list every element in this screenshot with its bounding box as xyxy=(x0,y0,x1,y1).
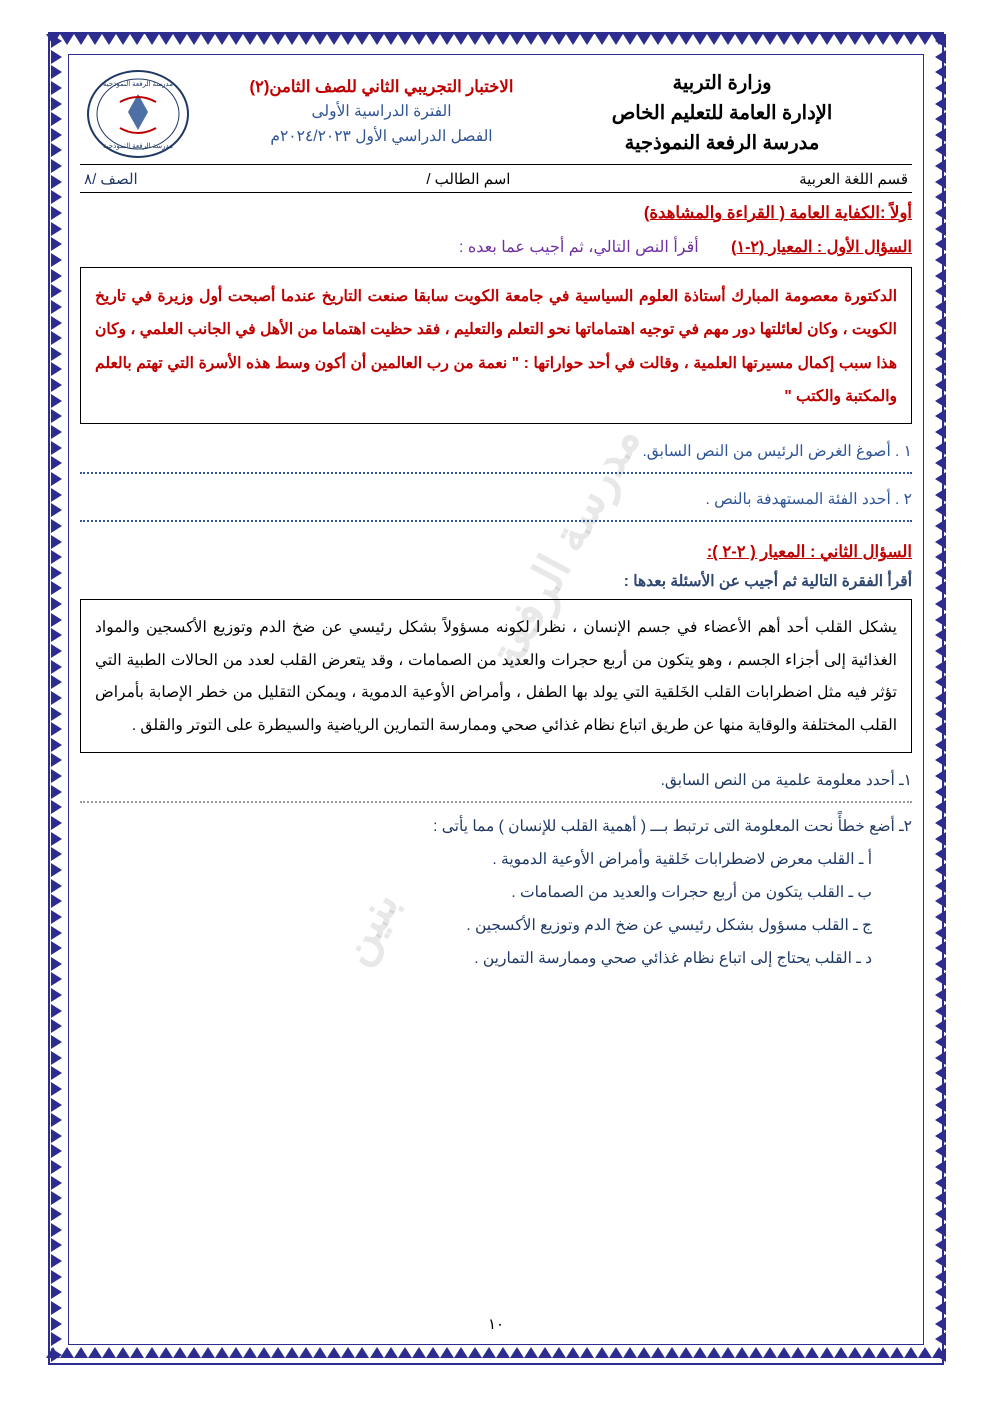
page-number: ١٠ xyxy=(487,1316,505,1333)
border-triangles-bottom xyxy=(46,1347,946,1363)
question-2-instruction: أقرأ الفقرة التالية ثم أجيب عن الأسئلة بعدها : xyxy=(623,573,912,591)
ministry-line-3: مدرسة الرفعة النموذجية xyxy=(624,132,820,155)
item-2: ٢ . أحدد الفئة المستهدفة بالنص . xyxy=(705,491,912,509)
watermark-text-2: بنين xyxy=(327,881,409,973)
mcq-choice-c[interactable]: ج ـ القلب مسؤول بشكل رئيسي عن ضخ الدم وتوزيع الأكسجين . xyxy=(466,917,872,935)
school-logo-icon xyxy=(86,68,191,160)
exam-period: الفترة الدراسية الأولى xyxy=(311,103,452,121)
svg-text:مدرسة الرفعة النموذجية: مدرسة الرفعة النموذجية xyxy=(103,143,173,150)
question-1-head: السؤال الأول : المعيار (٢-١) xyxy=(731,239,912,256)
exam-info-block xyxy=(191,68,572,150)
watermark-text-1: مدرسة الرفعة xyxy=(478,416,650,678)
border-triangles-left xyxy=(46,34,62,1363)
mcq-choice-a[interactable]: أ ـ القلب معرض لاضطرابات خَلقية وأمراض الأوعية الدموية . xyxy=(492,851,872,869)
ministry-line-2: الإدارة العامة للتعليم الخاص xyxy=(611,102,833,125)
passage-2-text: يشكل القلب أحد أهم الأعضاء في جسم الإنسان ، نظرا لكونه مسؤولاً بشكل رئيسي عن ضخ الدم وتوزيع الأكسجين والمواد الغذائية إلى أجزاء الجسم ، وهو يتكون من أربع حجرات والعديد من الصمامات ، وقد يتعرض القلب لعدد من الحالات الطبية التي تؤثر فيه مثل اضطرابات القلب الخَلقية التي يولد بها الطفل ، وأمراض الأوعية الدموية ، ويمكن التقليل من خطر الإصابة بأمراض القلب المختلفة والوقاية منها عن طريق اتباع نظام غذائي صحي وممارسة التمارين الرياضية والسيطرة على التوتر والقلق . xyxy=(95,619,897,734)
mcq-choice-d[interactable]: د ـ القلب يحتاج إلى اتباع نظام غذائي صحي وممارسة التمارين . xyxy=(474,950,872,968)
answer-line-2[interactable] xyxy=(80,519,912,522)
svg-text:مدرسة الرفعة النموذجية: مدرسة الرفعة النموذجية xyxy=(103,81,173,88)
question-2-head: السؤال الثاني : المعيار ( ٢-٢ ): xyxy=(706,543,912,562)
student-name-label: اسم الطالب / xyxy=(426,171,511,188)
item-1: ١ . أصوغ الغرض الرئيس من النص السابق. xyxy=(642,443,912,461)
subheader-row xyxy=(80,165,912,192)
question-1-line xyxy=(80,237,912,257)
passage-box-2 xyxy=(80,599,912,753)
passage-1-text: الدكتورة معصومة المبارك أستاذة العلوم السياسية في جامعة الكويت سابقا صنعت التاريخ عندما أصبحت أول وزيرة في تاريخ الكويت ، وكان لعائلتها دور مهم في توجيه اهتماماتها نحو التعلم والتعليم ، فقد حظيت اهتماما من الأهل في الجانب العلمي ، وكان هذا سبب إكمال مسيرتها العلمية ، وقالت في أحد حواراتها : " نعمة من رب العالمين أن أكون وسط هذه الأسرة التي تهتم بالعلم والمكتبة والكتب " xyxy=(95,288,897,405)
mcq-stem: ٢ـ أضع خطأً نحت المعلومة التى ترتبط بـــ ( أهمية القلب للإنسان ) مما يأتى : xyxy=(433,818,912,836)
ministry-line-1: وزارة التربية xyxy=(672,72,772,94)
mcq-choice-b[interactable]: ب ـ القلب يتكون من أربع حجرات والعديد من الصمامات . xyxy=(511,884,872,902)
header-divider-2 xyxy=(80,192,912,193)
exam-title: الاختبار التجريبي الثاني للصف الثامن(٢) xyxy=(249,78,514,96)
answer-line-3[interactable] xyxy=(80,800,912,803)
document-header xyxy=(80,62,912,160)
section-title: أولاً :الكفاية العامة ( القراءة والمشاهدة) xyxy=(643,204,912,222)
border-triangles-right xyxy=(930,34,946,1363)
ministry-block xyxy=(572,68,912,159)
passage-box-1 xyxy=(80,267,912,424)
document-content xyxy=(80,62,912,1337)
department-label: قسم اللغة العربية xyxy=(799,171,908,188)
exam-term: الفصل الدراسي الأول ٢٠٢٤/٢٠٢٣م xyxy=(270,128,493,146)
grade-label: الصف /٨ xyxy=(84,171,138,188)
question-1-instruction: أقرأ النص التالي، ثم أجيب عما بعده : xyxy=(459,239,699,256)
answer-line-1[interactable] xyxy=(80,471,912,474)
item-3: ١ـ أحدد معلومة علمية من النص السابق. xyxy=(660,772,912,790)
border-triangles-top xyxy=(46,34,946,50)
